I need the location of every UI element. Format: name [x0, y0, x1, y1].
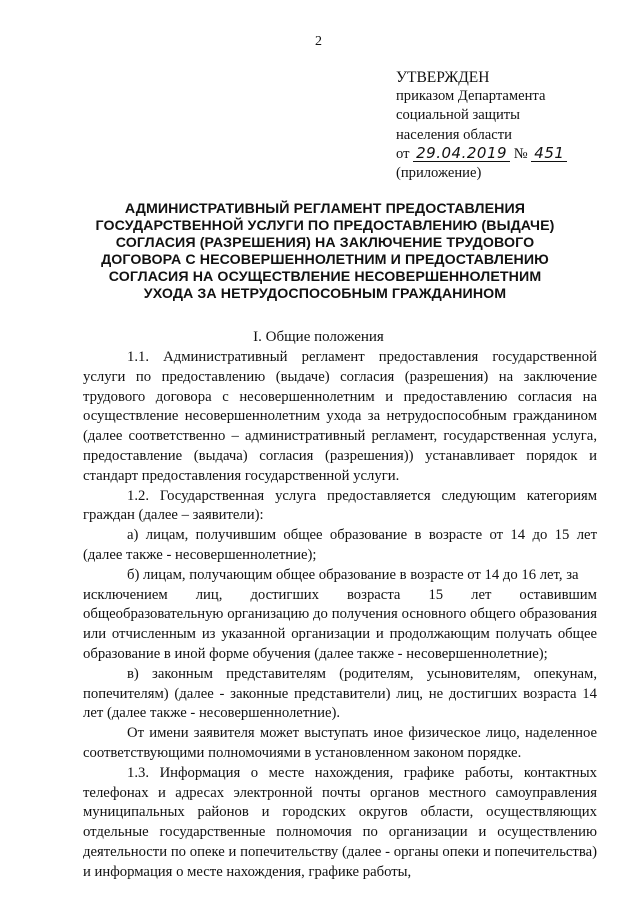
word: лет — [471, 586, 492, 603]
word: возраста — [346, 586, 401, 603]
approval-date-line — [396, 145, 626, 164]
word: достигших — [250, 586, 319, 603]
section-heading: I. Общие положения — [253, 329, 384, 345]
paragraph-b-spread-line — [83, 586, 597, 606]
approval-date-handwritten: 29.04.2019 — [413, 146, 510, 162]
title-line: АДМИНИСТРАТИВНЫЙ РЕГЛАМЕНТ ПРЕДОСТАВЛЕНИЯ — [124, 201, 526, 217]
paragraph-1-2: 1.2. Государственная услуга предоставляется следующим категориям граждан (далее – заявители): — [83, 487, 597, 524]
word: исключением — [83, 586, 168, 603]
title-line: ГОСУДАРСТВЕННОЙ УСЛУГИ ПО ПРЕДОСТАВЛЕНИЮ (ВЫДАЧЕ) — [95, 218, 555, 234]
paragraph-a: а) лицам, получившим общее образование в возрасте от 14 до 15 лет (далее также - несовершеннолетние); — [83, 527, 597, 563]
paragraph-b-rest: общеобразовательную организацию до получения основного общего образования или отчисленным из указанной организации и продолжающим получать общее образование в иной форме обучения (далее также - несовершеннолетние); — [83, 606, 597, 662]
page-number: 2 — [315, 34, 322, 49]
approval-note: (приложение) — [396, 165, 482, 182]
paragraph-b-start: б) лицам, получающим общее образование в возрасте от 14 до 16 лет, за — [127, 566, 579, 583]
word: лиц, — [195, 586, 223, 603]
approval-line-2: социальной защиты — [396, 107, 520, 124]
approval-heading: УТВЕРЖДЕН — [396, 69, 490, 86]
word: оставившим — [519, 586, 597, 603]
title-line: СОГЛАСИЯ (РАЗРЕШЕНИЯ) НА ЗАКЛЮЧЕНИЕ ТРУДОВОГО — [115, 235, 535, 251]
approval-number-sign: № — [513, 145, 528, 162]
approval-line-1: приказом Департамента — [396, 88, 546, 105]
paragraph-on-behalf: От имени заявителя может выступать иное физическое лицо, наделенное соответствующими полномочиями в установленном законом порядке. — [83, 725, 597, 761]
paragraph-1-1: 1.1. Административный регламент предоставления государственной услуги по предоставлению (выдаче) согласия (разрешения) на заключение трудового договора с несовершеннолетним и предоставлению согласия на осуществление несовершеннолетним ухода за нетрудоспособным гражданином (далее соответственно – административный регламент, государственная услуга, предоставление (выдача) согласия (разрешения)) устанавливает порядок и стандарт предоставления государственной услуги. — [83, 349, 597, 484]
title-line: ДОГОВОРА С НЕСОВЕРШЕННОЛЕТНИМ И ПРЕДОСТАВЛЕНИЮ — [101, 252, 549, 268]
paragraph-v: в) законным представителям (родителям, усыновителям, опекунам, попечителям) (далее - законные представители) лиц, не достигших возраста 14 лет (далее также - несовершеннолетние). — [83, 665, 597, 722]
document-body — [83, 348, 597, 883]
approval-from-prefix: от — [396, 145, 410, 162]
paragraph-1-3: 1.3. Информация о месте нахождения, графике работы, контактных телефонах и адресах электронной почты органов местного самоуправления муниципальных районов и городских округов области, осуществляющих отдельные государственные полномочия по организации и осуществлению деятельности по опеке и попечительству (далее - органы опеки и попечительства) и информация о месте нахождения, графике работы, — [83, 764, 597, 880]
word: 15 — [428, 586, 444, 603]
approval-block — [396, 68, 626, 183]
title-line: СОГЛАСИЯ НА ОСУЩЕСТВЛЕНИЕ НЕСОВЕРШЕННОЛЕТНИМ — [108, 269, 542, 285]
approval-line-3: населения области — [396, 126, 512, 143]
approval-number-handwritten: 451 — [531, 146, 567, 162]
document-title — [60, 201, 590, 303]
title-line: УХОДА ЗА НЕТРУДОСПОСОБНЫМ ГРАЖДАНИНОМ — [143, 286, 507, 302]
